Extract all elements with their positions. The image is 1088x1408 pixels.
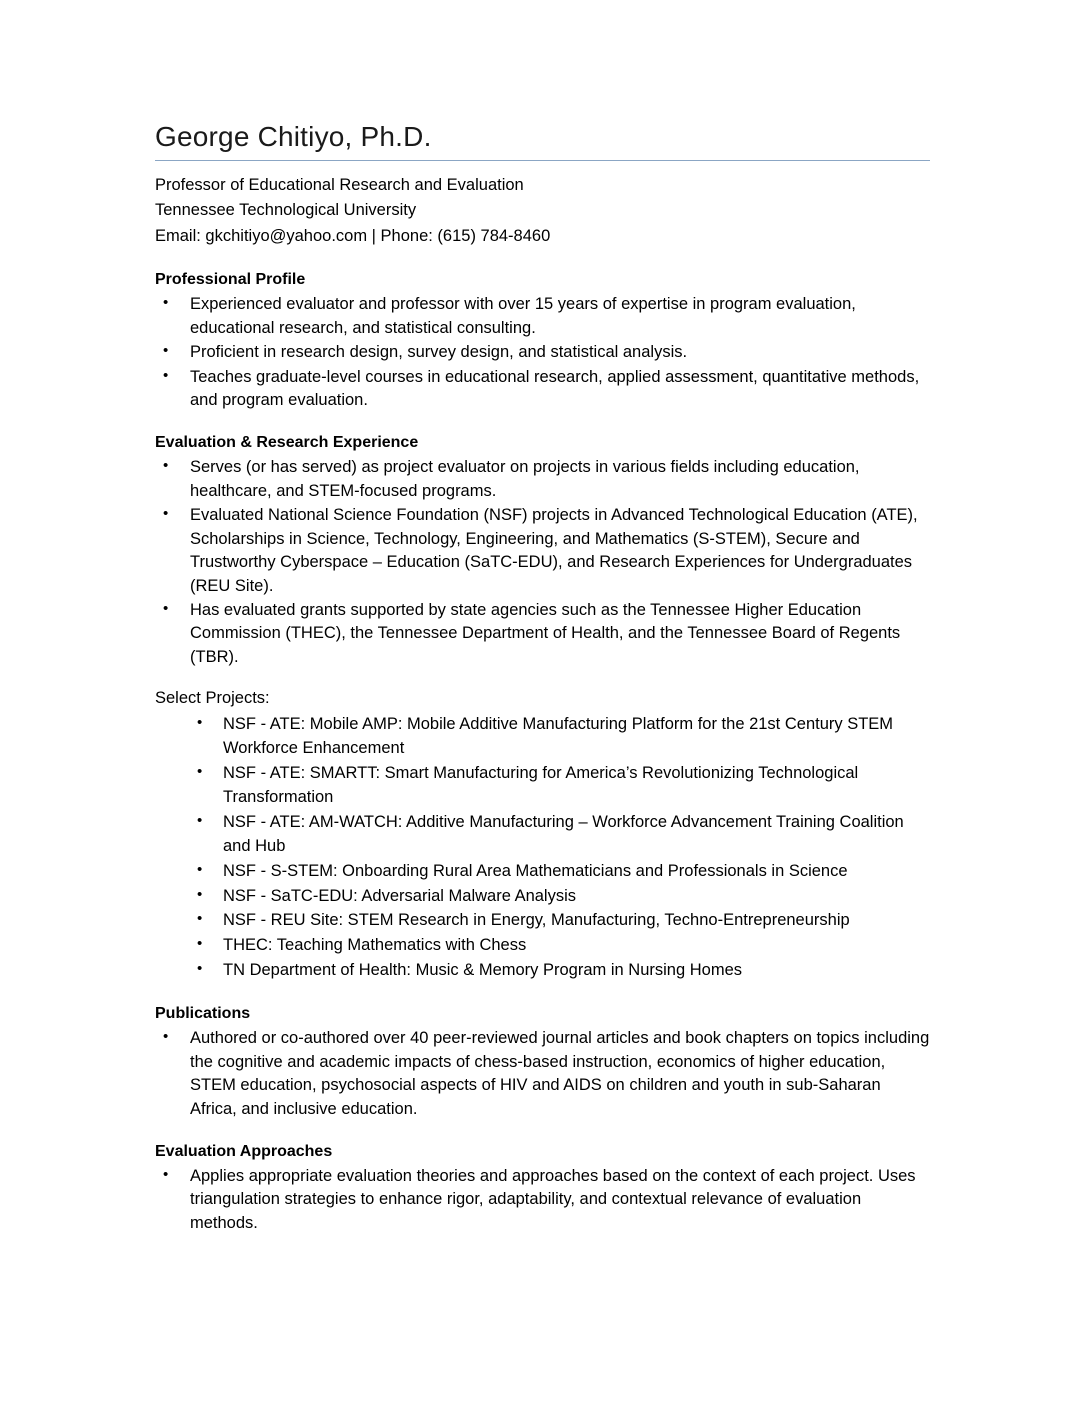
list-item: • NSF - ATE: SMARTT: Smart Manufacturing for America’s Revolutionizing Technological Transformation <box>155 762 930 810</box>
list-item: • Authored or co-authored over 40 peer-reviewed journal articles and book chapters on topics including the cognitive and academic impacts of chess-based instruction, economics of higher education, STEM education, psychosocial aspects of HIV and AIDS on children and youth in sub-Saharan Africa, and inclusive education. <box>155 1027 930 1121</box>
select-projects-list <box>155 713 930 983</box>
section-list-evaluation-approaches <box>155 1165 930 1235</box>
header-divider <box>155 160 930 161</box>
page-title: George Chitiyo, Ph.D. <box>155 121 432 152</box>
subheading-select-projects: Select Projects: <box>155 689 270 708</box>
section-list-professional-profile <box>155 293 930 412</box>
list-item: • NSF - ATE: Mobile AMP: Mobile Additive Manufacturing Platform for the 21st Century STEM Workforce Enhancement <box>155 713 930 761</box>
contact-info: Email: gkchitiyo@yahoo.com | Phone: (615) 784-8460 <box>155 226 551 245</box>
list-item: • Proficient in research design, survey design, and statistical analysis. <box>155 341 930 364</box>
institution: Tennessee Technological University <box>155 201 417 220</box>
list-item: • THEC: Teaching Mathematics with Chess <box>155 934 930 958</box>
list-item: • NSF - SaTC-EDU: Adversarial Malware Analysis <box>155 885 930 909</box>
list-item: • TN Department of Health: Music & Memory Program in Nursing Homes <box>155 959 930 983</box>
section-heading-publications: Publications <box>155 1005 251 1023</box>
list-item: • Applies appropriate evaluation theories and approaches based on the context of each project. Uses triangulation strategies to enhance rigor, adaptability, and contextual relevance of evaluation methods. <box>155 1165 930 1235</box>
list-item: • Serves (or has served) as project evaluator on projects in various fields including education, healthcare, and STEM-focused programs. <box>155 456 930 503</box>
list-item: • NSF - S-STEM: Onboarding Rural Area Mathematicians and Professionals in Science <box>155 860 930 884</box>
section-heading-evaluation-research-experience: Evaluation & Research Experience <box>155 434 419 452</box>
section-heading-professional-profile: Professional Profile <box>155 271 306 289</box>
resume-body <box>155 120 930 1235</box>
section-list-evaluation-research-experience <box>155 456 930 669</box>
section-heading-evaluation-approaches: Evaluation Approaches <box>155 1142 333 1160</box>
list-item: • NSF - ATE: AM-WATCH: Additive Manufacturing – Workforce Advancement Training Coalition and Hub <box>155 811 930 859</box>
section-list-publications <box>155 1027 930 1121</box>
list-item: • Evaluated National Science Foundation (NSF) projects in Advanced Technological Education (ATE), Scholarships in Science, Technology, Engineering, and Mathematics (S-STEM), Secure and Trustworthy Cyberspace – Education (SaTC-EDU), and Research Experiences for Undergraduates (REU Site). <box>155 504 930 598</box>
job-title: Professor of Educational Research and Evaluation <box>155 175 524 194</box>
list-item: • Teaches graduate-level courses in educational research, applied assessment, quantitative methods, and program evaluation. <box>155 366 930 413</box>
list-item: • Has evaluated grants supported by state agencies such as the Tennessee Higher Education Commission (THEC), the Tennessee Department of Health, and the Tennessee Board of Regents (TBR). <box>155 599 930 669</box>
list-item: • Experienced evaluator and professor with over 15 years of expertise in program evaluation, educational research, and statistical consulting. <box>155 293 930 340</box>
list-item: • NSF - REU Site: STEM Research in Energy, Manufacturing, Techno-Entrepreneurship <box>155 909 930 933</box>
